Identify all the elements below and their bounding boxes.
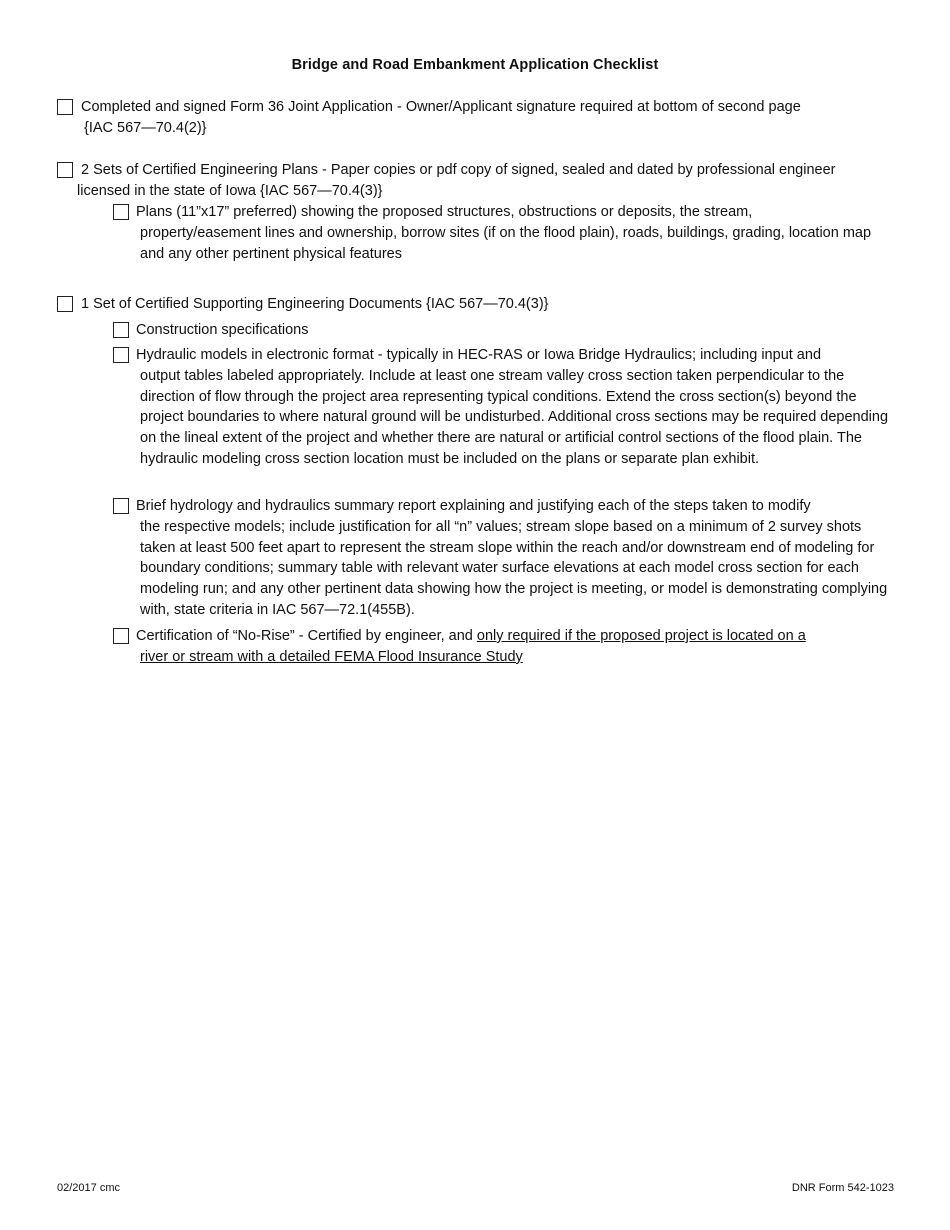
checklist-item-form36 [57, 97, 907, 139]
checklist-subitem-hydraulic-models [113, 345, 898, 470]
item-text [113, 626, 898, 647]
item-text-plain: Certification of “No-Rise” - Certified by engineer, and [136, 628, 477, 644]
checklist-item-engineering-plans [57, 160, 927, 202]
item-text: Brief hydrology and hydraulics summary report explaining and justifying each of the steps taken to modify [136, 498, 811, 514]
item-text-cont: property/easement lines and ownership, borrow sites (if on the flood plain), roads, buildings, grading, location map and any other pertinent physical features [140, 224, 872, 262]
checkbox-hydrology-report[interactable] [113, 498, 129, 514]
item-text: Completed and signed Form 36 Joint Application - Owner/Applicant signature required at bottom of second page [81, 99, 801, 115]
checklist-subitem-construction-specs [113, 320, 873, 341]
checkbox-plans[interactable] [113, 204, 129, 220]
checkbox-no-rise[interactable] [113, 628, 129, 644]
footer-form-number: DNR Form 542-1023 [791, 1182, 894, 1194]
item-text-cont [113, 647, 898, 668]
item-text-cont: output tables labeled appropriately. Include at least one stream valley cross section taken perpendicular to the direction of flow through the project area representing typical conditions. Extend the cross section(s) beyond the project boundaries to where natural ground will be undisturbed. Additional cross sections may be required depending on the lineal extent of the project and whether there are natural or artificial control sections of the flood plain. The hydraulic modeling cross section location must be included on the plans or separate plan exhibit. [140, 367, 889, 467]
checklist-item-supporting-documents [57, 294, 907, 315]
page-title: Bridge and Road Embankment Application Checklist [291, 57, 659, 73]
item-text: Construction specifications [136, 322, 309, 338]
checklist-subitem-plans [113, 202, 873, 264]
item-text-underlined: only required if the proposed project is located on a [476, 628, 806, 644]
item-text-cont: {IAC 567—70.4(2)} [84, 119, 207, 136]
item-text: 1 Set of Certified Supporting Engineering Documents {IAC 567—70.4(3)} [81, 296, 549, 312]
checkbox-engineering-plans[interactable] [57, 162, 73, 178]
item-text: 2 Sets of Certified Engineering Plans - Paper copies or pdf copy of signed, sealed and dated by professional engineer [81, 162, 836, 178]
checkbox-construction-specs[interactable] [113, 322, 129, 338]
item-text: Plans (11”x17” preferred) showing the proposed structures, obstructions or deposits, the stream, [136, 204, 753, 220]
checklist-subitem-no-rise [113, 626, 898, 668]
item-text: Hydraulic models in electronic format - typically in HEC-RAS or Iowa Bridge Hydraulics; including input and [136, 347, 822, 363]
item-text-cont: the respective models; include justification for all “n” values; stream slope based on a minimum of 2 survey shots taken at least 500 feet apart to represent the stream slope within the reach and/or downstream end of modeling for boundary conditions; summary table with relevant water surface elevations at each model cross section for each modeling run; and any other pertinent data showing how the project is meeting, or model is demonstrating complying with, state criteria in IAC 567—72.1(455B). [140, 518, 888, 618]
footer-date: 02/2017 cmc [57, 1182, 120, 1194]
item-text-underlined-cont: river or stream with a detailed FEMA Flood Insurance Study [140, 648, 523, 665]
checkbox-supporting-documents[interactable] [57, 296, 73, 312]
checklist-subitem-hydrology-report [113, 496, 898, 621]
item-text-cont: licensed in the state of Iowa {IAC 567—70.4(3)} [77, 182, 383, 199]
checkbox-form36[interactable] [57, 99, 73, 115]
checkbox-hydraulic-models[interactable] [113, 347, 129, 363]
